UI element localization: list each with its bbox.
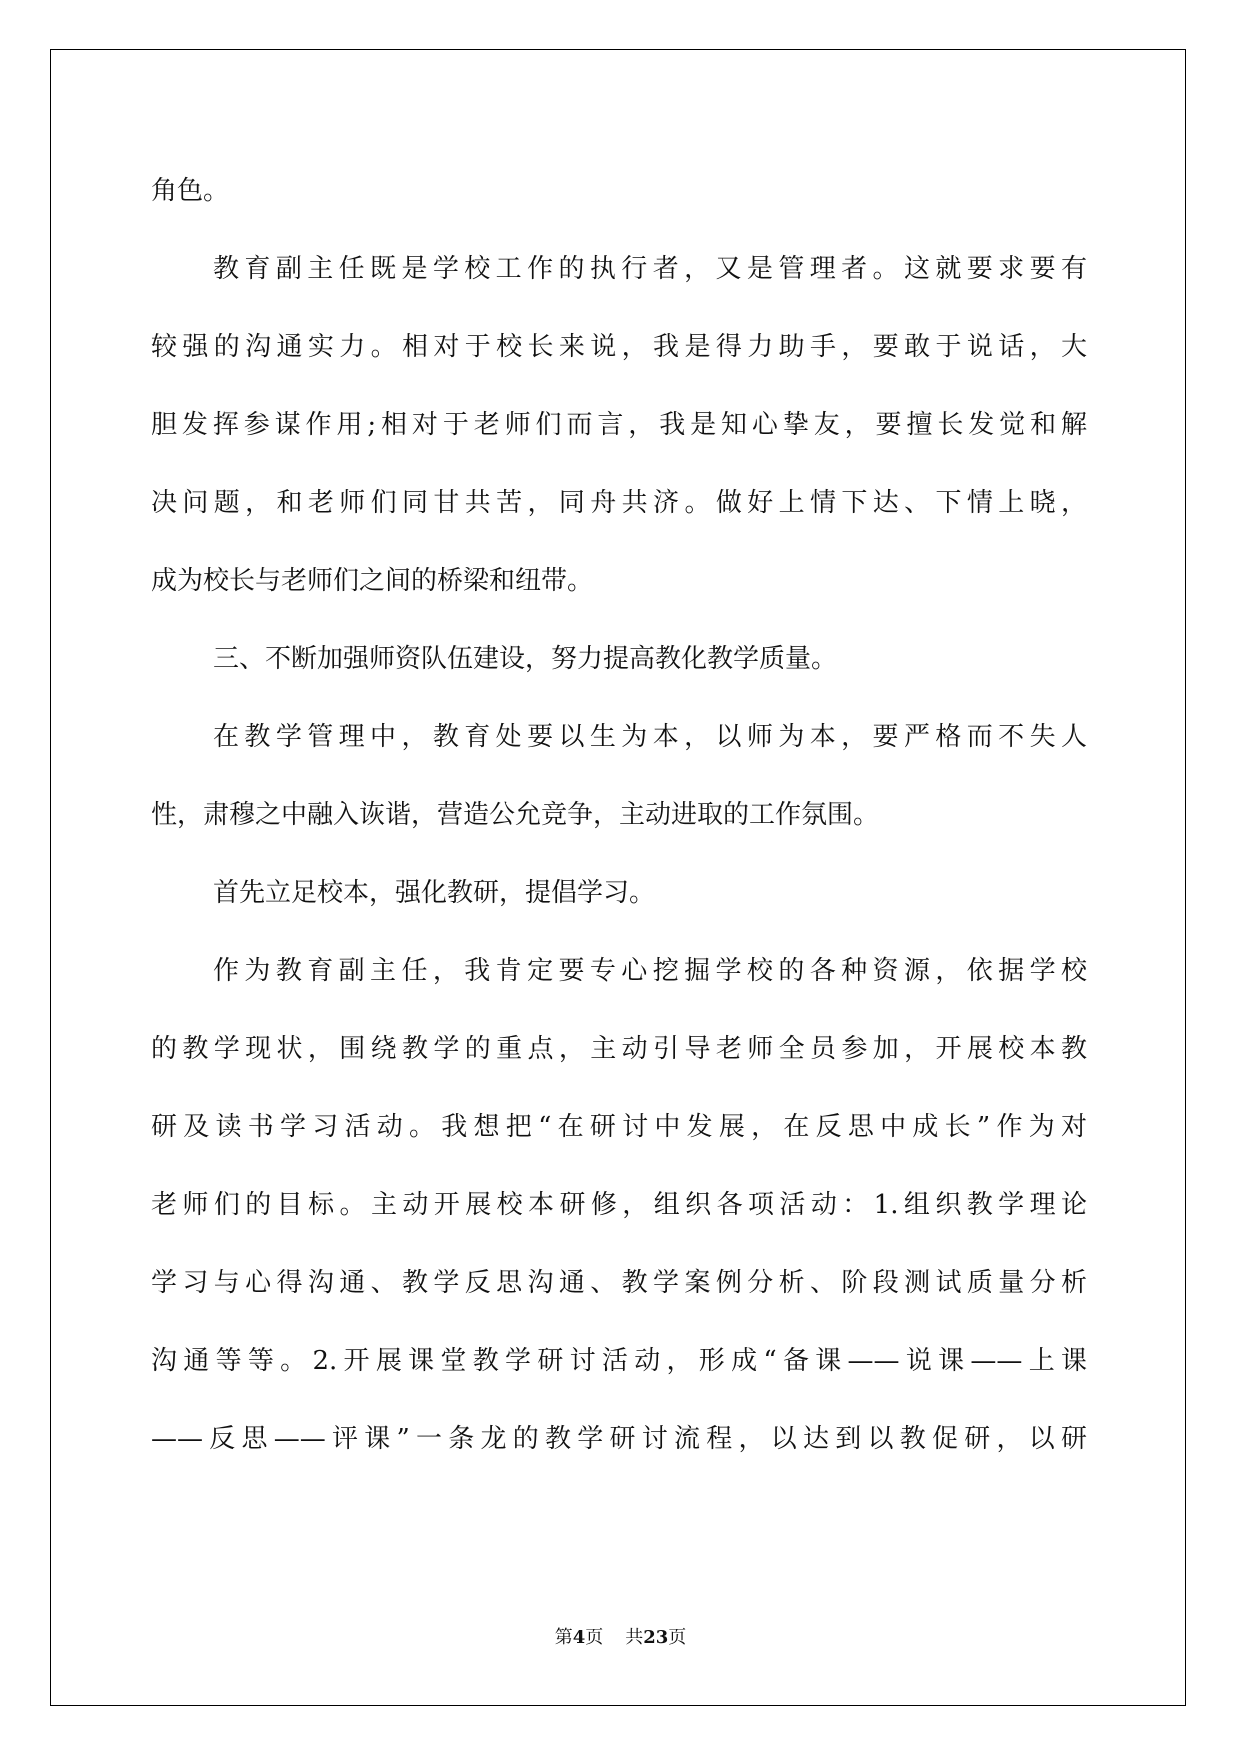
text-line: 教育副主任既是学校工作的执行者，又是管理者。这就要求要有	[213, 254, 1087, 284]
total-suffix: 页	[668, 1627, 687, 1648]
text-line: 决问题，和老师们同甘共苦，同舟共济。做好上情下达、下情上晓，	[151, 488, 1087, 518]
text-line: 胆发挥参谋作用;相对于老师们而言，我是知心挚友，要擅长发觉和解	[151, 410, 1087, 440]
text-line: 学习与心得沟通、教学反思沟通、教学案例分析、阶段测试质量分析	[151, 1268, 1087, 1298]
text-line: 沟通等等。2.开展课堂教学研讨活动，形成“备课——说课——上课	[151, 1346, 1087, 1376]
text-line: 作为教育副主任，我肯定要专心挖掘学校的各种资源，依据学校	[213, 956, 1087, 986]
text-line: 在教学管理中，教育处要以生为本，以师为本，要严格而不失人	[213, 722, 1087, 752]
page-number: 4	[572, 1627, 586, 1648]
text-line: ——反思——评课”一条龙的教学研讨流程，以达到以教促研，以研	[151, 1424, 1087, 1454]
total-pages: 23	[643, 1627, 669, 1648]
page-suffix: 页	[585, 1627, 604, 1648]
page-prefix: 第	[554, 1627, 573, 1648]
text-line: 角色。	[151, 176, 230, 206]
document-body	[151, 152, 1087, 1478]
total-prefix: 共	[625, 1627, 644, 1648]
text-line: 研及读书学习活动。我想把“在研讨中发展，在反思中成长”作为对	[151, 1112, 1087, 1142]
text-line: 较强的沟通实力。相对于校长来说，我是得力助手，要敢于说话，大	[151, 332, 1087, 362]
text-line: 性，肃穆之中融入诙谐，营造公允竞争，主动进取的工作氛围。	[151, 800, 880, 830]
text-line: 的教学现状，围绕教学的重点，主动引导老师全员参加，开展校本教	[151, 1034, 1087, 1064]
page-footer	[0, 1623, 1241, 1649]
text-line: 老师们的目标。主动开展校本研修，组织各项活动：1.组织教学理论	[151, 1190, 1087, 1220]
text-line: 首先立足校本，强化教研，提倡学习。	[213, 878, 656, 908]
text-line: 成为校长与老师们之间的桥梁和纽带。	[151, 566, 594, 596]
text-line: 三、不断加强师资队伍建设，努力提高教化教学质量。	[213, 644, 838, 674]
